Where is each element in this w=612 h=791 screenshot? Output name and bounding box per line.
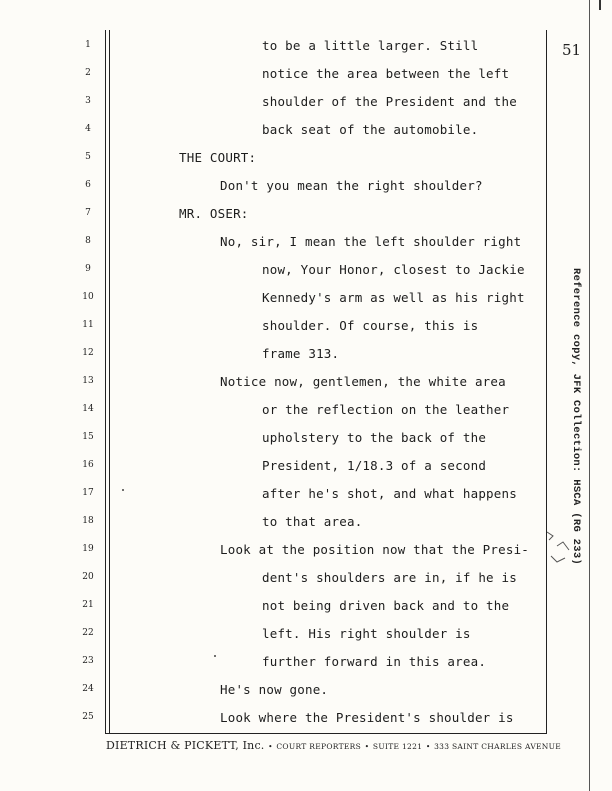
line-number: 7 [85,208,91,218]
line-number: 2 [85,68,91,78]
scan-speck [214,655,216,657]
footer-address: 333 SAINT CHARLES AVENUE [434,742,562,751]
reference-copy-stamp: Reference copy, JFK Collection: HSCA (RG 233) [570,268,582,566]
transcript-line: Look at the position now that the Presi- [220,542,530,557]
line-number: 25 [82,712,94,722]
line-number: 14 [82,404,94,414]
footer-suite: SUITE 1221 [372,742,423,751]
line-number: 22 [82,628,94,638]
transcript-line: left. His right shoulder is [262,626,471,641]
line-number: 20 [82,572,94,582]
line-number: 9 [85,264,91,274]
scan-edge-mark [599,0,601,10]
line-number: 11 [82,320,94,330]
line-number: 17 [82,488,94,498]
transcript-line: dent's shoulders are in, if he is [262,570,517,585]
line-number: 18 [82,516,94,526]
line-number: 3 [85,96,91,106]
transcript-line: or the reflection on the leather [262,402,510,417]
transcript-line: back seat of the automobile. [262,122,479,137]
transcript-line: to that area. [262,514,363,529]
footer-bullet: • [425,742,431,751]
transcript-line: President, 1/18.3 of a second [262,458,487,473]
transcript-line: frame 313. [262,346,340,361]
transcript-line: Notice now, gentlemen, the white area [220,374,506,389]
page-number: 51 [562,41,582,59]
transcript-line: notice the area between the left [262,66,510,81]
transcript-line: to be a little larger. Still [262,38,479,53]
transcript-line: Don't you mean the right shoulder? [220,178,483,193]
line-number: 16 [82,460,94,470]
line-number: 1 [85,40,91,50]
scan-edge-line [589,0,590,791]
transcript-line: upholstery to the back of the [262,430,487,445]
transcript-line: Look where the President's shoulder is [220,710,514,725]
speaker-label: MR. OSER: [179,206,249,221]
line-number: 12 [82,348,94,358]
pencil-scribble-mark [543,528,577,568]
left-margin-rule [105,30,106,733]
transcript-line: No, sir, I mean the left shoulder right [220,234,522,249]
line-number: 5 [85,152,91,162]
footer-bullet: • [364,742,370,751]
bottom-rule [105,733,547,734]
scan-speck [122,489,124,491]
line-number: 19 [82,544,94,554]
transcript-line: not being driven back and to the [262,598,510,613]
court-reporter-footer [106,739,561,752]
line-number: 15 [82,432,94,442]
line-number: 23 [82,656,94,666]
footer-service: COURT REPORTERS [276,742,362,751]
transcript-line: shoulder. Of course, this is [262,318,479,333]
footer-bullet: • [268,742,273,751]
transcript-line: further forward in this area. [262,654,487,669]
transcript-line: Kennedy's arm as well as his right [262,290,525,305]
line-number: 24 [82,684,94,694]
line-number: 8 [85,236,91,246]
speaker-label: THE COURT: [179,150,257,165]
transcript-line: He's now gone. [220,682,329,697]
transcript-line: shoulder of the President and the [262,94,517,109]
left-margin-rule-inner [109,30,110,733]
line-number: 6 [85,180,91,190]
transcript-line: now, Your Honor, closest to Jackie [262,262,525,277]
footer-firm: DIETRICH & PICKETT, Inc. [106,739,265,752]
line-number: 13 [82,376,94,386]
right-margin-rule [546,30,547,733]
line-number: 21 [82,600,94,610]
line-number: 4 [85,124,91,134]
line-number: 10 [82,292,94,302]
transcript-line: after he's shot, and what happens [262,486,517,501]
